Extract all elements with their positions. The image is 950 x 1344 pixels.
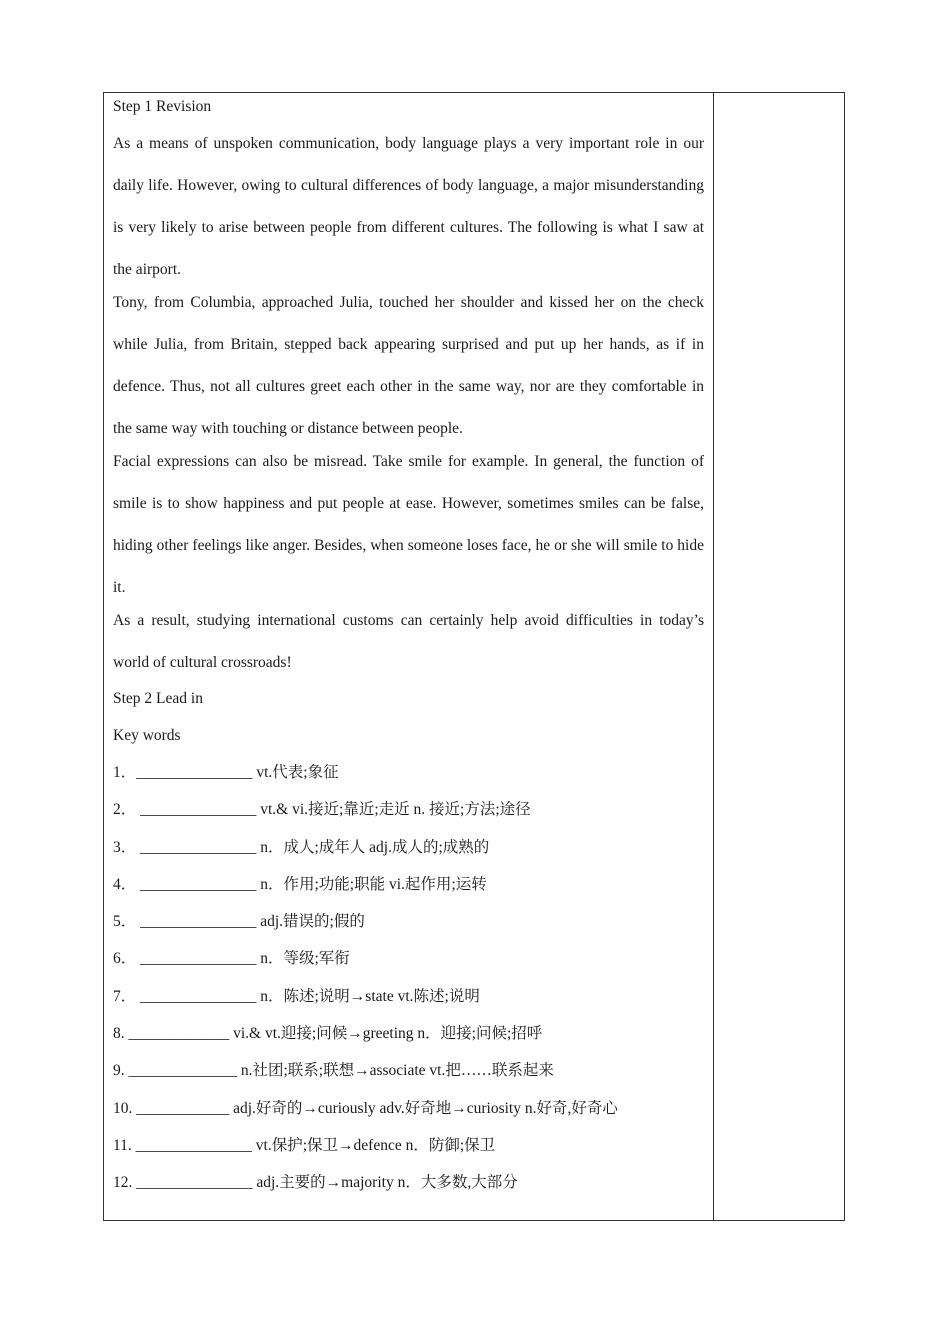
vocab-item-12: 12. _______________ adj.主要的→majority n．大多数,大部分	[113, 1174, 518, 1192]
notes-column	[714, 93, 844, 1220]
vocab-item-4: 4． _______________ n．作用;功能;职能 vi.起作用;运转	[113, 875, 487, 893]
vocab-item-6: 6． _______________ n．等级;军衔	[113, 950, 350, 968]
paragraph-4: As a result, studying international customs can certainly help avoid difficulties in today’s world of cultural crossroads!	[113, 612, 704, 671]
worksheet-table	[103, 92, 845, 1221]
vocab-item-7: 7． _______________ n．陈述;说明→state vt.陈述;说明	[113, 987, 480, 1005]
vocab-item-3: 3． _______________ n．成人;成年人 adj.成人的;成熟的	[113, 838, 490, 856]
vocab-item-10: 10. ____________ adj.好奇的→curiously adv.好奇地→curiosity n.好奇,好奇心	[113, 1099, 618, 1117]
step1-heading: Step 1 Revision	[113, 98, 212, 115]
vocab-item-5: 5． _______________ adj.错误的;假的	[113, 913, 365, 931]
paragraph-3: Facial expressions can also be misread. Take smile for example. In general, the function of smile is to show happiness and put people at ease. However, sometimes smiles can be false, hiding other feelings like anger. Besides, when someone loses face, he or she will smile to hide it.	[113, 453, 704, 596]
vocab-item-11: 11. _______________ vt.保护;保卫→defence n．防御;保卫	[113, 1136, 496, 1154]
paragraph-2: Tony, from Columbia, approached Julia, touched her shoulder and kissed her on the check while Julia, from Britain, stepped back appearing surprised and put up her hands, as if in defence. Thus, not all cultures greet each other in the same way, nor are they comfortable in the same way with touching or distance between people.	[113, 294, 704, 437]
paragraph-1: As a means of unspoken communication, body language plays a very important role in our daily life. However, owing to cultural differences of body language, a major misunderstanding is very likely to arise between people from different cultures. The following is what I saw at the airport.	[113, 135, 704, 278]
lesson-content	[113, 95, 704, 1209]
key-words-heading: Key words	[113, 727, 181, 744]
vocab-item-2: 2． _______________ vt.& vi.接近;靠近;走近 n. 接近;方法;途径	[113, 801, 531, 819]
vocab-item-1: 1．_______________ vt.代表;象征	[113, 764, 339, 781]
step2-heading: Step 2 Lead in	[113, 690, 203, 707]
vocab-item-9: 9. ______________ n.社团;联系;联想→associate vt.把……联系起来	[113, 1062, 554, 1080]
vocab-item-8: 8. _____________ vi.& vt.迎接;问候→greeting n．迎接;问候;招呼	[113, 1025, 543, 1043]
